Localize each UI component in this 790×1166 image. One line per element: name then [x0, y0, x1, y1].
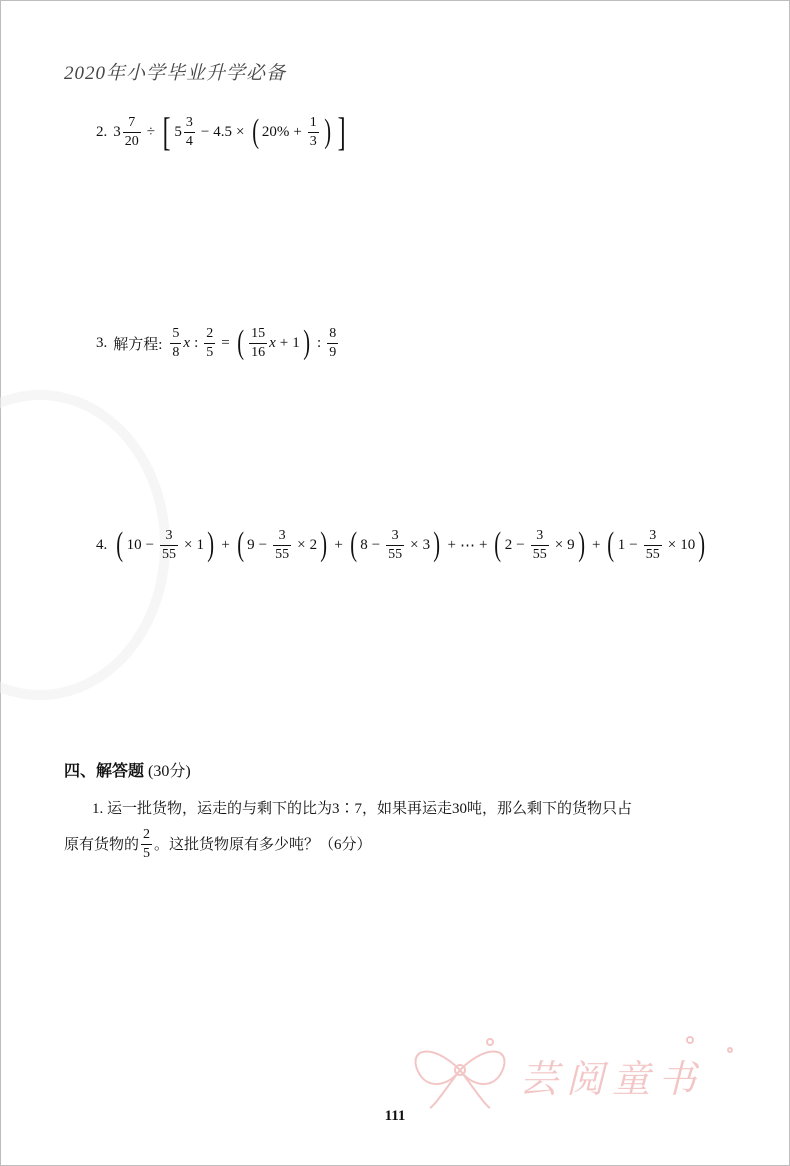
times-operator: ×: [667, 536, 677, 553]
term-constant: 1: [617, 536, 626, 553]
fraction: $\frac{3}{55}$: [645, 527, 660, 562]
term-multiplier: 10: [680, 536, 696, 553]
plus-operator: +: [221, 536, 230, 553]
right-paren: ): [320, 526, 328, 563]
times-operator: ×: [184, 536, 193, 553]
term-multiplier: 1: [196, 536, 205, 553]
minus-operator: −: [145, 536, 155, 553]
plus-operator: +: [279, 334, 289, 351]
right-paren: ): [433, 526, 441, 563]
section-title: [64, 758, 191, 781]
plus-operator: +: [447, 536, 456, 553]
ratio-colon: :: [317, 334, 322, 351]
problem-number: 3.: [96, 334, 108, 351]
problem-number: 2.: [96, 123, 108, 140]
right-paren: ): [324, 113, 331, 150]
problem-number: 4.: [96, 536, 108, 553]
problem-4: [96, 528, 709, 562]
fraction: $\frac{2}{5}$: [206, 325, 214, 360]
times-operator: ×: [554, 536, 564, 553]
left-paren: (: [607, 526, 615, 563]
minus-operator: −: [200, 123, 210, 140]
fraction: $\frac{3}{55}$: [388, 527, 403, 562]
term-constant: 2: [504, 536, 513, 553]
mixed-whole: 5: [174, 123, 182, 140]
minus-operator: −: [629, 536, 638, 553]
percent-value: 20%: [261, 123, 290, 140]
variable-x: x: [269, 334, 276, 351]
right-paren: ): [577, 526, 585, 563]
mixed-whole: 3: [113, 123, 121, 140]
left-bracket: [: [162, 109, 171, 154]
right-paren: ): [302, 324, 310, 361]
minus-operator: −: [258, 536, 268, 553]
plus-operator: +: [478, 536, 488, 553]
problem-2: [96, 109, 349, 154]
fraction: $\frac{7}{20}$: [124, 114, 139, 149]
problem-label: 解方程:: [113, 336, 163, 353]
fraction: $\frac{2}{5}$: [143, 827, 151, 861]
fraction: $\frac{15}{16}$: [251, 325, 266, 360]
variable-x: x: [183, 334, 191, 351]
minus-operator: −: [516, 536, 525, 553]
constant: 1: [292, 334, 300, 351]
plus-operator: +: [334, 536, 343, 553]
page-number: 111: [384, 1108, 406, 1124]
plus-operator: +: [293, 123, 302, 140]
left-paren: (: [237, 324, 244, 361]
ratio-colon: :: [194, 334, 199, 351]
fraction: $\frac{3}{55}$: [162, 527, 177, 562]
times-operator: ×: [297, 536, 306, 553]
term-multiplier: 2: [309, 536, 318, 553]
times-operator: ×: [410, 536, 419, 553]
decimal-value: 4.5: [213, 123, 233, 140]
page-header: 2020年小学毕业升学必备: [64, 63, 287, 84]
left-paren: (: [116, 526, 124, 563]
question-1-line-2: 原有货物的 $\frac{2}{5}$ 。这批货物原有多少吨？（6分）: [64, 827, 372, 861]
term-multiplier: 3: [422, 536, 431, 553]
fraction: $\frac{3}{4}$: [185, 114, 193, 149]
fraction: $\frac{5}{8}$: [172, 325, 180, 360]
minus-operator: −: [371, 536, 381, 553]
right-paren: ): [207, 526, 215, 563]
problem-3: [96, 326, 340, 360]
right-paren: ): [698, 526, 706, 563]
term-multiplier: 9: [567, 536, 575, 553]
plus-operator: +: [592, 536, 601, 553]
left-paren: (: [494, 526, 502, 563]
left-paren: (: [251, 113, 259, 150]
right-bracket: ]: [337, 109, 346, 154]
term-constant: 8: [360, 536, 368, 553]
left-paren: (: [350, 526, 357, 563]
section-points: (30分): [148, 763, 191, 780]
ellipsis: ⋯: [459, 537, 475, 554]
term-constant: 10: [126, 536, 142, 553]
fraction: $\frac{1}{3}$: [309, 114, 317, 149]
fraction: $\frac{3}{55}$: [275, 527, 290, 562]
divide-operator: ÷: [146, 123, 155, 140]
fraction: $\frac{3}{55}$: [532, 527, 547, 562]
watermark-text: 芸阅童书: [520, 1059, 705, 1101]
left-paren: (: [237, 526, 244, 563]
fraction: $\frac{8}{9}$: [329, 325, 337, 360]
section-heading: 四、解答题: [64, 763, 145, 780]
equals-sign: =: [221, 334, 230, 351]
times-operator: ×: [236, 123, 245, 140]
term-constant: 9: [247, 536, 255, 553]
question-1-line-1: 1. 运一批货物，运走的与剩下的比为3∶7，如果再运走30吨，那么剩下的货物只占: [92, 801, 633, 817]
